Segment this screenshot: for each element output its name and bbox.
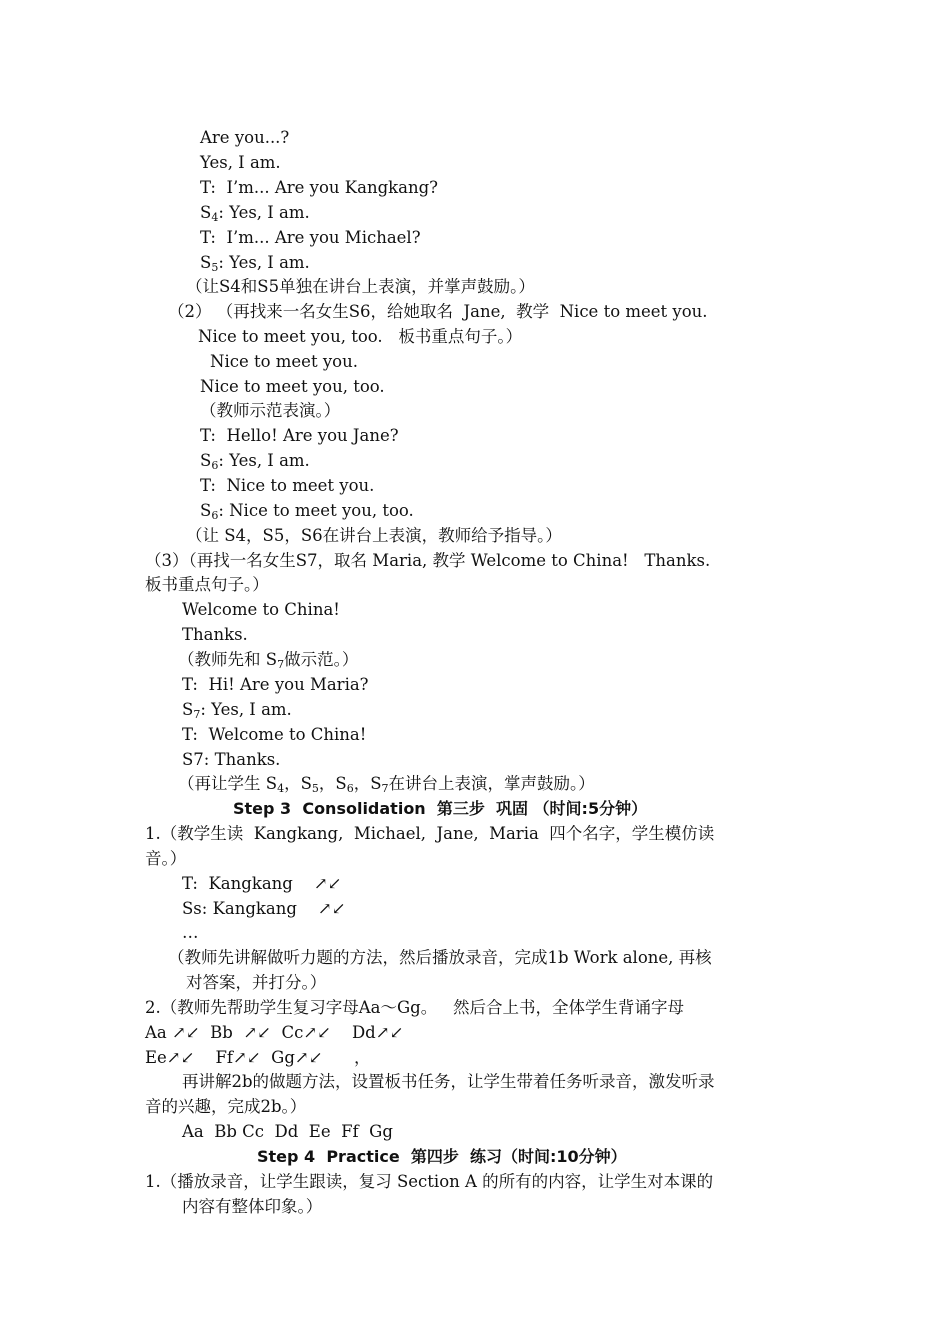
text-line: Ss: Kangkang ↗↙ — [182, 899, 346, 918]
text-line: Yes, I am. — [200, 153, 281, 172]
text-line: T: Welcome to China! — [182, 725, 367, 744]
speaker-line-s4 — [200, 202, 310, 224]
text-line: T: Kangkang ↗↙ — [182, 874, 342, 893]
speaker-subscript: 6 — [211, 459, 219, 472]
section-heading: Step 4 Practice 第四步 练习（时间:10分钟） — [257, 1147, 627, 1166]
speaker-subscript: 4 — [211, 211, 219, 224]
speaker-subscript: 6 — [211, 509, 219, 522]
speaker-text: : — [218, 451, 230, 470]
speaker-label: S — [200, 451, 212, 470]
text-line — [178, 649, 358, 671]
text-line: 板书重点句子。） — [145, 575, 269, 594]
text-line: T: Nice to meet you. — [200, 476, 375, 495]
text-line: S7: Thanks. — [182, 750, 281, 769]
speaker-label: S — [200, 203, 212, 222]
text-line: … — [182, 923, 199, 942]
text-span: ，S — [318, 774, 347, 793]
speaker-subscript: 5 — [211, 261, 219, 274]
text-line: 2.（教师先帮助学生复习字母Aa～Gg。 然后合上书，全体学生背诵字母 — [145, 998, 684, 1017]
speaker-text: : Yes, I am. — [218, 203, 310, 222]
text-line: 1.（播放录音，让学生跟读，复习 Section A 的所有的内容，让学生对本课的 — [145, 1172, 714, 1191]
text-span: ，S — [284, 774, 312, 793]
text-line: （2） （再找来一名女生S6，给她取名 Jane, 教学 Nice to meet you. — [168, 302, 708, 321]
speaker-line-s6 — [200, 450, 310, 472]
text-line: T: Hello! Are you Jane? — [200, 426, 399, 445]
text-span: （再让学生 S — [178, 774, 278, 793]
text-span: ，S — [353, 774, 382, 793]
speaker-text: : — [218, 253, 230, 272]
speaker-label: S — [182, 700, 194, 719]
text-line: 内容有整体印象。） — [182, 1197, 323, 1216]
speaker-subscript: 6 — [346, 782, 354, 795]
speaker-line-s7 — [182, 699, 292, 721]
speaker-text: : — [200, 700, 212, 719]
text-line: Aa Bb Cc Dd Ee Ff Gg — [182, 1122, 393, 1141]
speaker-subscript: 7 — [193, 708, 201, 721]
text-line: 音。） — [145, 849, 187, 868]
speaker-line-s5 — [200, 252, 310, 274]
text-line: 音的兴趣，完成2b。） — [145, 1097, 307, 1116]
text-line: Nice to meet you. — [210, 352, 358, 371]
speaker-subscript: 4 — [277, 782, 285, 795]
text-line: （教师先讲解做听力题的方法，然后播放录音，完成1b Work alone, 再核 — [168, 948, 712, 967]
text-line — [178, 773, 595, 795]
text-line: Nice to meet you, too. 板书重点句子。） — [198, 327, 523, 346]
speaker-subscript: 7 — [277, 658, 285, 671]
section-heading: Step 3 Consolidation 第三步 巩固 （时间:5分钟） — [233, 799, 648, 818]
speaker-label: S — [200, 253, 212, 272]
text-line: （让 S4，S5，S6在讲台上表演，教师给予指导。） — [186, 526, 562, 545]
text-span: 在讲台上表演，掌声鼓励。） — [388, 774, 595, 793]
text-line: （3）（再找一名女生S7，取名 Maria, 教学 Welcome to China! Thanks. — [145, 551, 711, 570]
speaker-subscript: 5 — [311, 782, 319, 795]
speaker-text: Yes, I am. — [229, 253, 310, 272]
text-line: Welcome to China! — [182, 600, 340, 619]
text-line: Thanks. — [182, 625, 248, 644]
text-line: 对答案，并打分。） — [186, 973, 327, 992]
text-line: T: I’m... Are you Kangkang? — [200, 178, 439, 197]
speaker-subscript: 7 — [381, 782, 389, 795]
speaker-line-s6 — [200, 500, 414, 522]
speaker-text: Yes, I am. — [211, 700, 292, 719]
speaker-label: S — [200, 501, 212, 520]
text-line: Aa ↗↙ Bb ↗↙ Cc↗↙ Dd↗↙ — [145, 1023, 404, 1042]
speaker-text: Yes, I am. — [229, 451, 310, 470]
text-span: 做示范。） — [284, 650, 359, 669]
text-line: T: I’m... Are you Michael? — [200, 228, 421, 247]
text-line: T: Hi! Are you Maria? — [182, 675, 369, 694]
text-line: 1.（教学生读 Kangkang, Michael, Jane, Maria 四个名字，学生模仿读 — [145, 824, 715, 843]
speaker-text: : Nice to meet you, too. — [218, 501, 414, 520]
text-span: （教师先和 S — [178, 650, 278, 669]
text-line: 再讲解2b的做题方法，设置板书任务，让学生带着任务听录音，激发听录 — [182, 1072, 715, 1091]
text-line: Ee↗↙ Ff↗↙ Gg↗↙ ， — [145, 1048, 371, 1067]
text-line: Nice to meet you, too. — [200, 377, 385, 396]
text-line: Are you...? — [200, 128, 290, 147]
text-line: （教师示范表演。） — [200, 401, 341, 420]
text-line: （让S4和S5单独在讲台上表演，并掌声鼓励。） — [186, 277, 535, 296]
